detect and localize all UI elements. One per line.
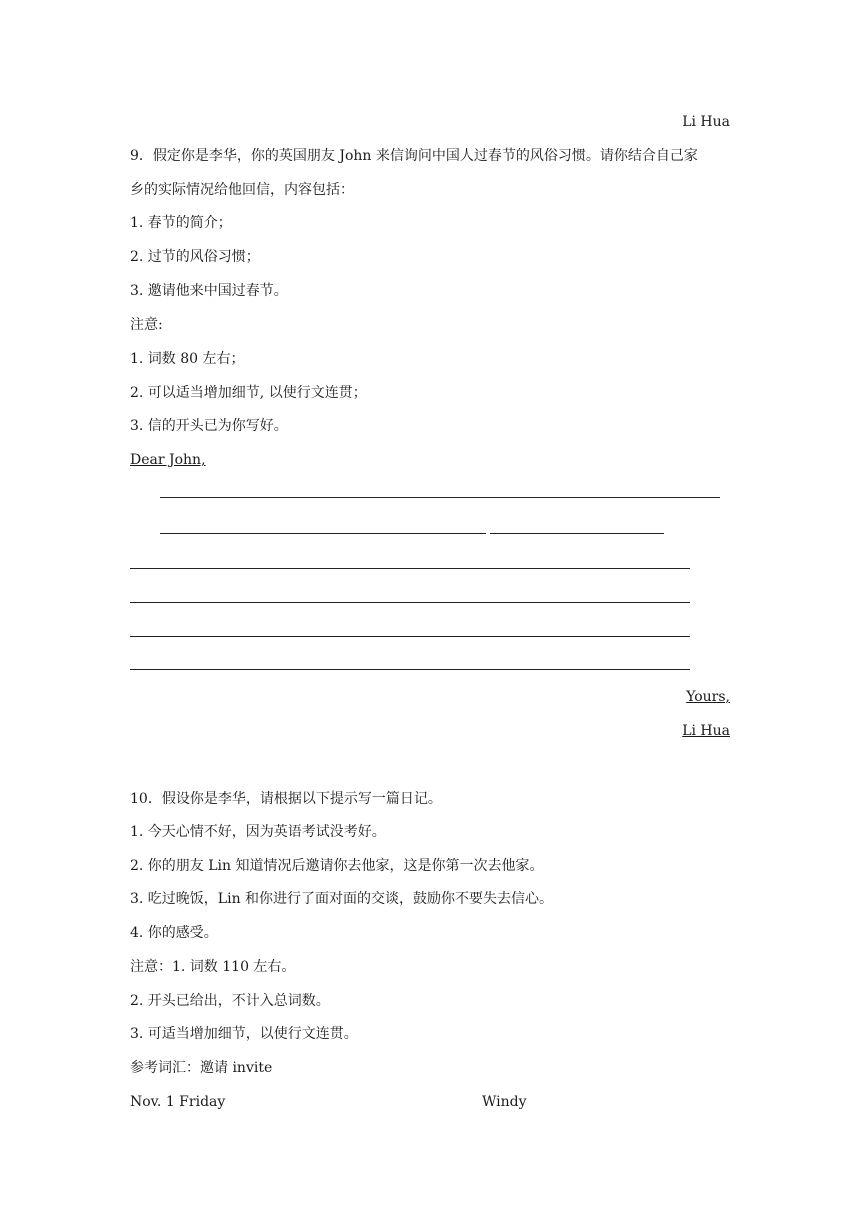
q9-note-1: 1. 词数 80 左右； bbox=[130, 351, 245, 367]
q9-note-2: 2. 可以适当增加细节, 以使行文连贯； bbox=[130, 385, 367, 401]
answer-line-1[interactable] bbox=[160, 497, 720, 498]
q10-note-1: 注意：1. 词数 110 左右。 bbox=[130, 959, 296, 975]
q10-point-3: 3. 吃过晚饭，Lin 和你进行了面对面的交谈，鼓励你不要失去信心。 bbox=[130, 891, 554, 907]
answer-line-3[interactable] bbox=[130, 568, 690, 569]
q10-date: Nov. 1 Friday bbox=[130, 1094, 226, 1110]
answer-line-2a[interactable] bbox=[160, 533, 486, 534]
answer-line-5[interactable] bbox=[130, 636, 690, 637]
q10-point-2: 2. 你的朋友 Lin 知道情况后邀请你去他家，这是你第一次去他家。 bbox=[130, 858, 544, 874]
q9-prompt-line1: 9．假定你是李华，你的英国朋友 John 来信询问中国人过春节的风俗习惯。请你结合自己家 bbox=[130, 148, 698, 164]
q10-point-4: 4. 你的感受。 bbox=[130, 925, 218, 941]
q10-point-1: 1. 今天心情不好，因为英语考试没考好。 bbox=[130, 824, 386, 840]
q10-weather: Windy bbox=[482, 1094, 527, 1110]
q9-note-3: 3. 信的开头已为你写好。 bbox=[130, 418, 288, 434]
q10-note-2: 2. 开头已给出，不计入总词数。 bbox=[130, 993, 330, 1009]
q10-prompt: 10．假设你是李华，请根据以下提示写一篇日记。 bbox=[130, 791, 442, 807]
top-signature: Li Hua bbox=[682, 114, 730, 130]
q10-note-3: 3. 可适当增加细节，以使行文连贯。 bbox=[130, 1026, 358, 1042]
q9-point-3: 3. 邀请他来中国过春节。 bbox=[130, 283, 288, 299]
q9-notes-label: 注意: bbox=[130, 317, 163, 333]
q9-closing: Yours, bbox=[686, 689, 730, 705]
q9-point-2: 2. 过节的风俗习惯； bbox=[130, 249, 260, 265]
q9-prompt-line2: 乡的实际情况给他回信，内容包括： bbox=[130, 182, 354, 198]
q9-greeting: Dear John, bbox=[130, 452, 206, 468]
q9-point-1: 1. 春节的简介； bbox=[130, 215, 232, 231]
q9-signature: Li Hua bbox=[682, 723, 730, 739]
answer-line-6[interactable] bbox=[130, 669, 690, 670]
answer-line-2b[interactable] bbox=[490, 533, 664, 534]
answer-line-4[interactable] bbox=[130, 602, 690, 603]
q10-vocab: 参考词汇：邀请 invite bbox=[130, 1060, 273, 1076]
